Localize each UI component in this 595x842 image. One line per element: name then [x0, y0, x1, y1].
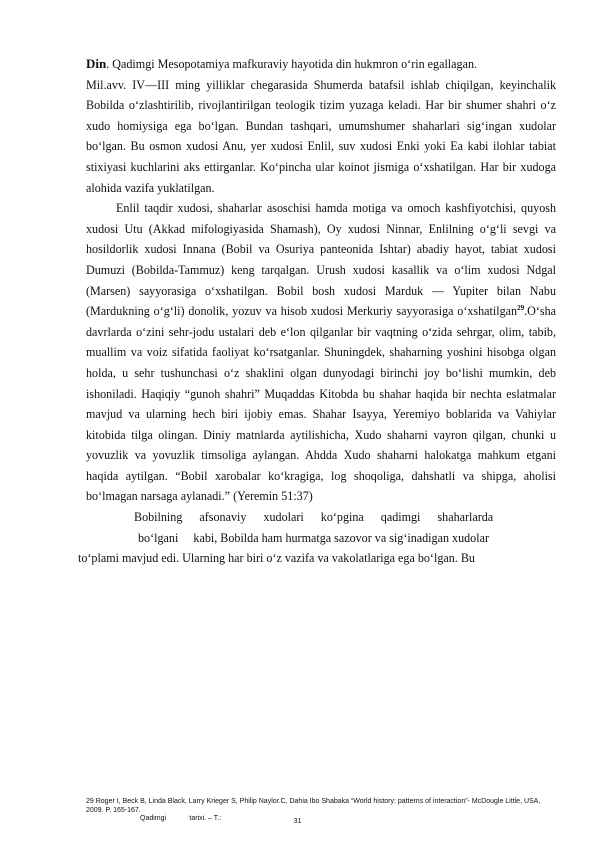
- paragraph-2-text-b: .O‘sha davrlarda o‘zini sehr-jodu ustalari deb e‘lon qilganlar bir vaqtning o‘zida sehrgar, olim, tabib, muallim va voiz sifatida faoliyat ko‘rsatganlar. Shuningdek, shaharning yoshini hisobga olgan holda, u sehr tushunchasi o‘z shaklini olgan dunyodagi birinchi joy bo‘lishi mumkin, deb ishoniladi. Haqiqiy “gunoh shahri” Muqaddas Kitobda bu shahar haqida bir nechta eslatmalar mavjud va ularning hech biri ijobiy emas. Shahar Isayya, Yeremiyo boblarida va Vahiylar kitobida tilga olingan. Diniy matnlarda aytilishicha, Xudo shaharni vayron qilgan, chunki u yovuzlik va yovuzlik timsoliga aylangan. Ahdda Xudo shaharni halokatga mahkum etgani haqida aytilgan. “Bobil xarobalar ko‘kragiga, log shoqoliga, dahshatli va shipga, aholisi bo‘lmagan narsaga aylanadi.” (Yeremin 51:37): [86, 304, 556, 504]
- footnote-extra: Qadimgi tarixi. – T.:: [140, 815, 222, 822]
- paragraph-3-line-2: bo‘lgani kabi, Bobilda ham hurmatga sazovor va sig‘inadigan xudolar: [138, 530, 489, 545]
- section-heading: Din: [86, 56, 107, 71]
- heading-sentence: . Qadimgi Mesopotamiya mafkuraviy hayotida din hukmron o‘rin egallagan.: [106, 57, 478, 71]
- footnote-text: 29 Roger I, Beck B, Linda Black, Larry Krieger S, Philip Naylor.C, Dahia Ibo Shabaka “World history: patterns of interaction”- McDougle Little, USA, 2009. P. 165-167.: [86, 798, 541, 814]
- page-body: [78, 54, 556, 569]
- paragraph-3-line-1: Bobilning afsonaviy xudolari ko‘pgina qadimgi shaharlarda: [134, 510, 494, 525]
- page-number: 31: [293, 818, 302, 825]
- paragraph-2: [86, 198, 556, 507]
- heading-line: [86, 54, 556, 75]
- paragraph-1: Mil.avv. IV—III ming yilliklar chegarasida Shumerda batafsil ishlab chiqilgan, keyinchalik Bobilda o‘zlashtirilib, rivojlantirilgan teologik tizim yuzaga keladi. Har bir shumer shahri o‘z xudo homiysiga ega bo‘lgan. Bundan tashqari, umumshumer shaharlari sig‘ingan xudolar bo‘lgan. Bu osmon xudosi Anu, yer xudosi Enlil, suv xudosi Enki yoki Ea kabi ilohlar tabiat stixiyasi kuchlarini aks ettirganlar. Ko‘pincha ular koinot jismiga o‘xshatilgan. Har bir xudoga alohida vazifa yuklatilgan.: [86, 77, 556, 195]
- paragraph-3-line-3: to‘plami mavjud edi. Ularning har biri o‘z vazifa va vakolatlariga ega bo‘lgan. Bu: [78, 551, 475, 566]
- footnote-reference: 29: [517, 304, 525, 313]
- paragraph-2-text-a: Enlil taqdir xudosi, shaharlar asoschisi hamda motiga va omoch kashfiyotchisi, quyosh xudosi Utu (Akkad mifologiyasida Shamash), Oy xudosi Ninnar, Enlilning o‘g‘li sevgi va hosildorlik xudosi Innana (Bobil va Osuriya panteonida Ishtar) abadiy hayot, tabiat xudosi Dumuzi (Bobilda-Tammuz) keng tarqalgan. Urush xudosi kasallik va o‘lim xudosi Ndgal (Marsen) sayyorasiga o‘xshatilgan. Bobil bosh xudosi Marduk — Yupiter bilan Nabu (Mardukning o‘g‘li) donolik, yozuv va hisob xudosi Merkuriy sayyorasiga o‘xshatilgan: [86, 201, 556, 319]
